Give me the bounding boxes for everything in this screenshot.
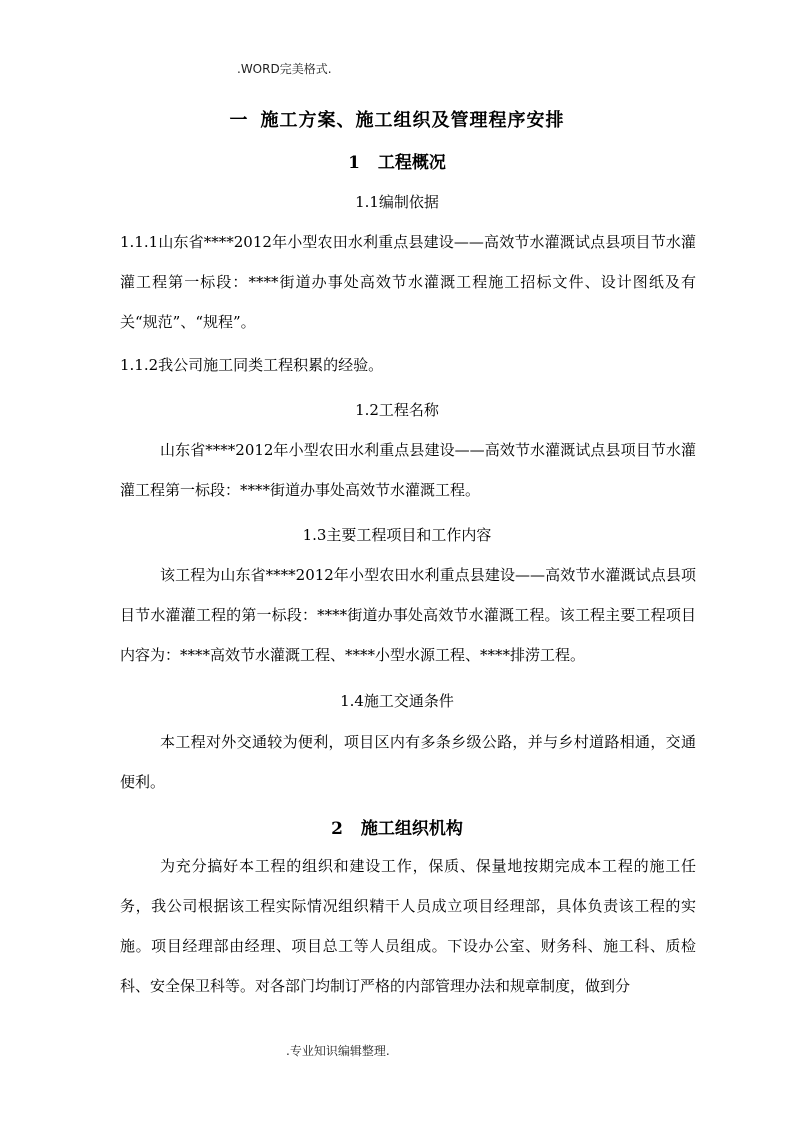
main-title	[0, 106, 794, 132]
paragraph-1-1-2: 1.1.2我公司施工同类工程积累的经验。	[120, 356, 384, 374]
footer-note: .专业知识编辑整理.	[286, 1044, 390, 1058]
section-2-title: 施工组织机构	[360, 819, 463, 839]
paragraph-1-1-1: 1.1.1山东省****2012年小型农田水利重点县建设——高效节水灌溉试点县项目节水灌灌工程第一标段：****街道办事处高效节水灌溉工程施工招标文件、设计图纸及有关“规范”、“规程”。	[120, 233, 696, 331]
section-2-heading	[0, 814, 794, 839]
subsection-1-2-title: 1.2工程名称	[355, 401, 439, 419]
header-note: .WORD完美格式.	[237, 62, 332, 76]
paragraph-2: 为充分搞好本工程的组织和建设工作，保质、保量地按期完成本工程的施工任务，我公司根据该工程实际情况组织精干人员成立项目经理部，具体负责该工程的实施。项目经理部由经理、项目总工等人员组成。下设办公室、财务科、施工科、质检科、安全保卫科等。对各部门均制订严格的内部管理办法和规章制度，做到分	[120, 857, 696, 995]
paragraph-1-4: 本工程对外交通较为便利，项目区内有多条乡级公路，并与乡村道路相通，交通便利。	[120, 733, 696, 791]
main-title-number: 一	[229, 110, 249, 131]
section-1-heading	[0, 148, 794, 173]
paragraph-1-3: 该工程为山东省****2012年小型农田水利重点县建设——高效节水灌溉试点县项目节水灌灌工程的第一标段：****街道办事处高效节水灌溉工程。该工程主要工程项目内容为：****高效节水灌溉工程、****小型水源工程、****排涝工程。	[120, 566, 696, 664]
section-1-title: 工程概况	[377, 153, 446, 173]
subsection-1-1-title: 1.1编制依据	[355, 193, 439, 211]
section-2-number: 2	[331, 819, 343, 839]
subsection-1-4-title: 1.4施工交通条件	[340, 692, 454, 710]
main-title-text: 施工方案、施工组织及管理程序安排	[260, 110, 565, 131]
subsection-1-3-title: 1.3主要工程项目和工作内容	[302, 526, 492, 544]
paragraph-1-2: 山东省****2012年小型农田水利重点县建设——高效节水灌溉试点县项目节水灌灌工程第一标段：****街道办事处高效节水灌溉工程。	[120, 441, 696, 499]
section-1-number: 1	[348, 153, 360, 173]
